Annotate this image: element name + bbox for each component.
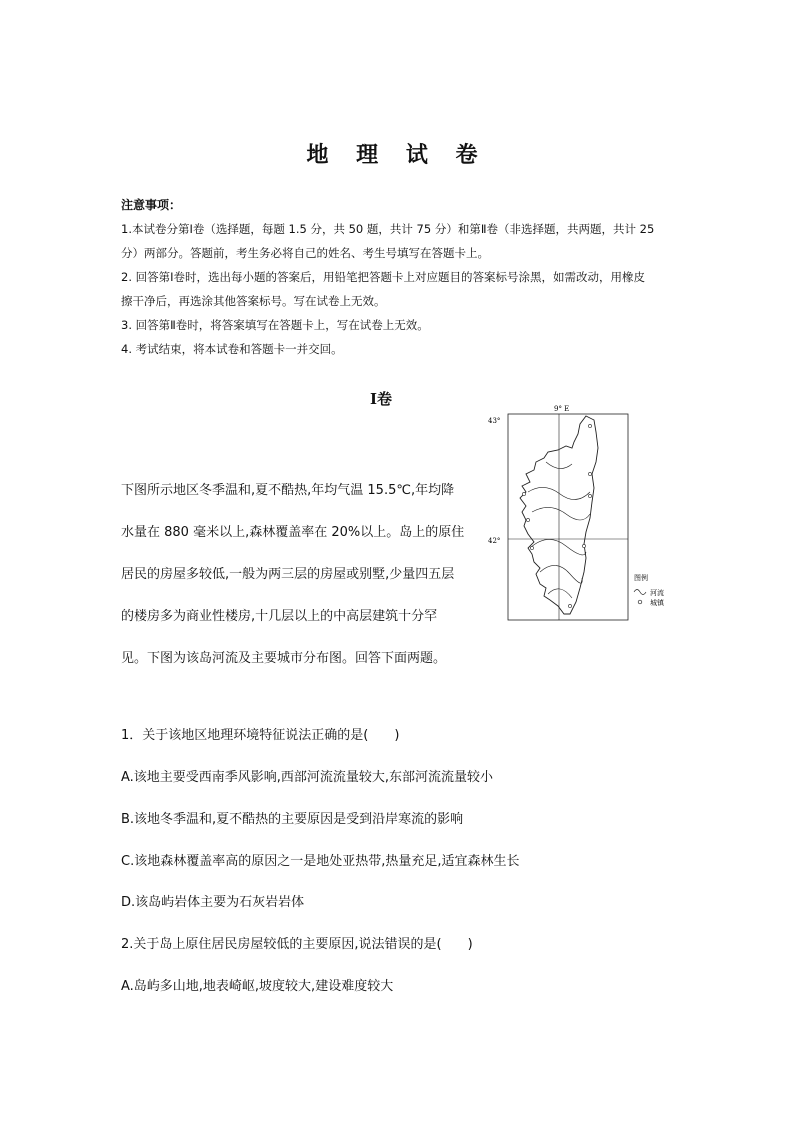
question-2-option-a: A.岛屿多山地,地表崎岖,坡度较大,建设难度较大	[121, 979, 394, 994]
legend-town-label: 城镇	[650, 599, 664, 607]
latitude-label-42: 42°	[488, 537, 501, 545]
legend-town-symbol	[638, 600, 642, 604]
latitude-label-43: 43°	[488, 417, 501, 425]
instructions	[121, 193, 681, 361]
instruction-line: 1.本试卷分第Ⅰ卷（选择题，每题 1.5 分，共 50 题，共计 75 分）和第Ⅱ卷（非选择题，共两题，共计 25	[121, 222, 655, 236]
passage-line: 水量在 880 毫米以上,森林覆盖率在 20%以上。岛上的原住	[121, 525, 465, 540]
instruction-line: 分）两部分。答题前，考生务必将自己的姓名、考生号填写在答题卡上。	[121, 246, 489, 260]
instruction-line: 4. 考试结束，将本试卷和答题卡一并交回。	[121, 342, 343, 356]
longitude-label: 9° E	[554, 405, 570, 413]
page-title: 地 理 试 卷	[306, 143, 488, 168]
section-heading: Ⅰ卷	[370, 390, 393, 408]
question-2-stem: 2.关于岛上原住居民房屋较低的主要原因,说法错误的是( )	[121, 937, 473, 952]
question-1-option-c: C.该地森林覆盖率高的原因之一是地处亚热带,热量充足,适宜森林生长	[121, 854, 520, 869]
map-frame	[508, 414, 628, 620]
instruction-line: 3. 回答第Ⅱ卷时，将答案填写在答题卡上，写在试卷上无效。	[121, 318, 429, 332]
instruction-line: 2. 回答第Ⅰ卷时，选出每小题的答案后，用铅笔把答题卡上对应题目的答案标号涂黑，如需改动，用橡皮	[121, 270, 646, 284]
passage	[121, 470, 481, 680]
question-1-option-a: A.该地主要受西南季风影响,西部河流流量较大,东部河流流量较小	[121, 770, 494, 785]
town-markers	[522, 424, 591, 607]
legend-title: 图例	[634, 574, 648, 582]
passage-line: 的楼房多为商业性楼房,十几层以上的中高层建筑十分罕	[121, 609, 438, 624]
passage-line: 见。下图为该岛河流及主要城市分布图。回答下面两题。	[121, 651, 447, 666]
legend-river-symbol	[634, 590, 646, 595]
instruction-line: 擦干净后，再选涂其他答案标号。写在试卷上无效。	[121, 294, 386, 308]
question-1-stem: 1．关于该地区地理环境特征说法正确的是( )	[121, 728, 400, 743]
question-1-option-d: D.该岛屿岩体主要为石灰岩岩体	[121, 895, 305, 910]
legend-river-label: 河流	[650, 589, 664, 597]
passage-line: 下图所示地区冬季温和,夏不酷热,年均气温 15.5℃,年均降	[121, 483, 455, 498]
passage-line: 居民的房屋多较低,一般为两三层的房屋或别墅,少量四五层	[121, 567, 455, 582]
instructions-heading: 注意事项：	[121, 198, 182, 212]
question-1-option-b: B.该地冬季温和,夏不酷热的主要原因是受到沿岸寒流的影响	[121, 812, 464, 827]
island-map	[486, 402, 676, 624]
